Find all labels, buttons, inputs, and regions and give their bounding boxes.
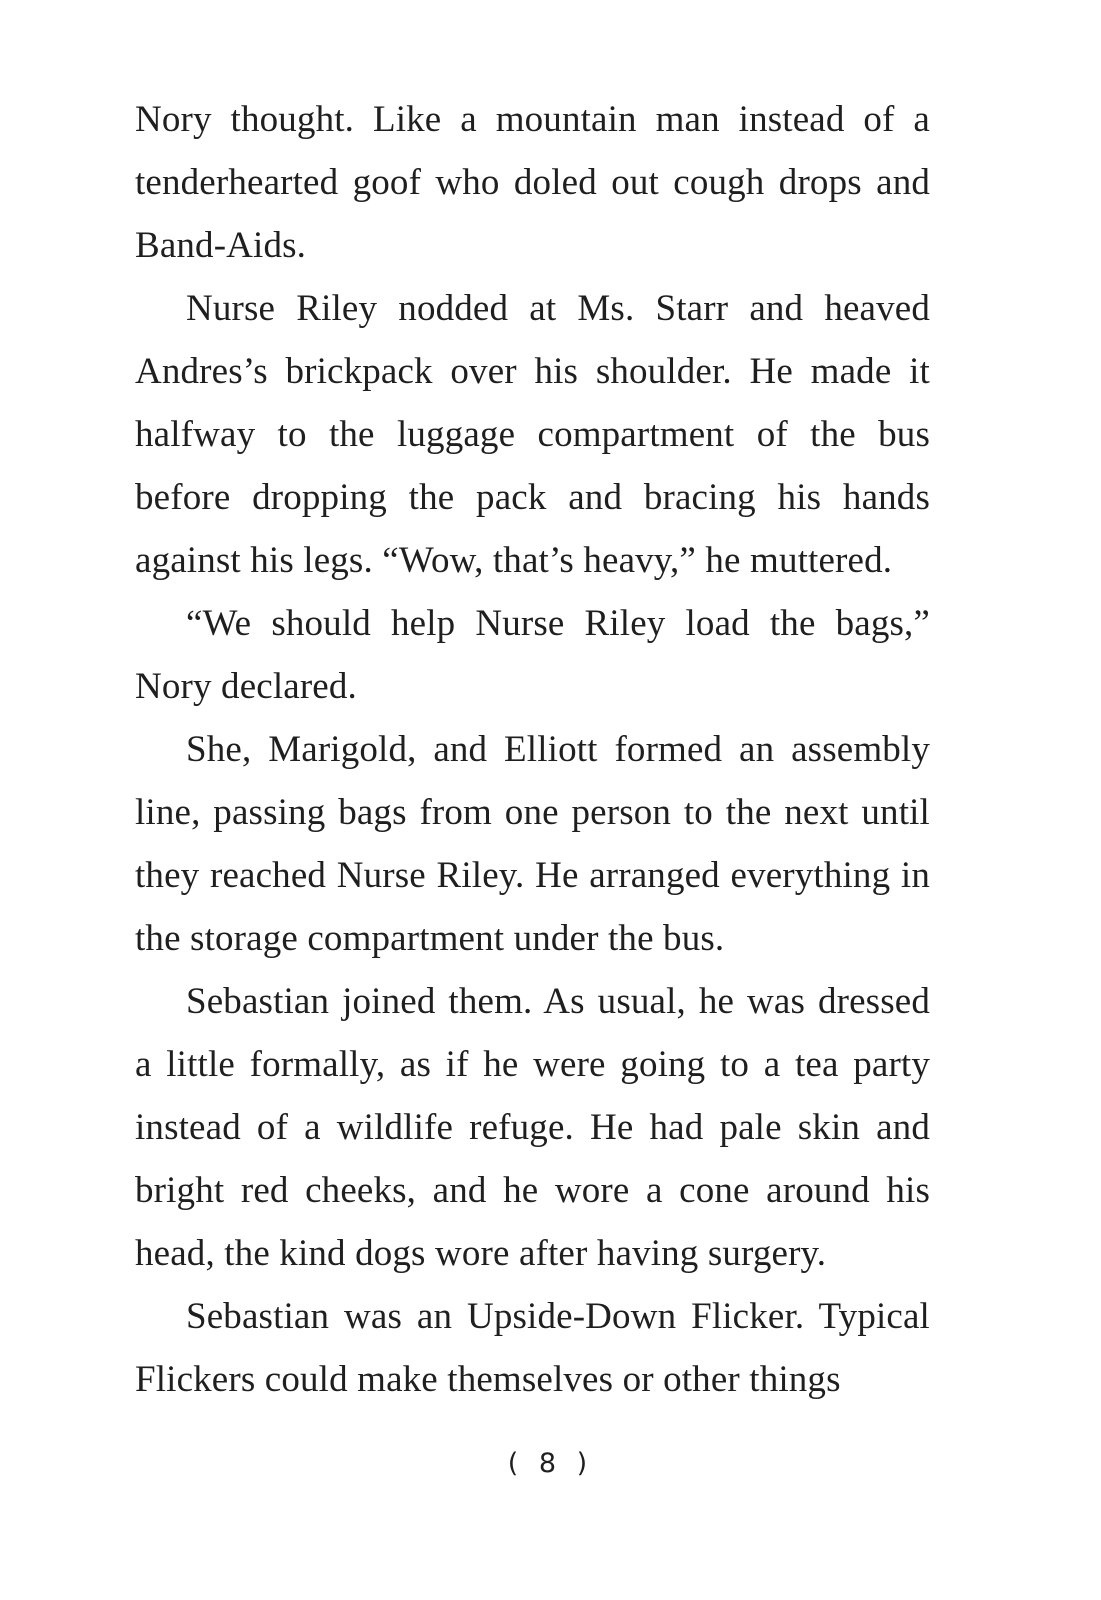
page-number: ( 8 ) (507, 1448, 594, 1479)
paragraph: “We should help Nurse Riley load the bags,” Nory declared. (135, 603, 930, 707)
paragraph: Nurse Riley nodded at Ms. Starr and heaved Andres’s brickpack over his shoulder. He made it halfway to the luggage compartment of the bus before dropping the pack and bracing his hands against his legs. “Wow, that’s heavy,” he muttered. (135, 288, 930, 581)
paragraph: She, Marigold, and Elliott formed an assembly line, passing bags from one person to the next until they reached Nurse Riley. He arranged everything in the storage compartment under the bus. (135, 729, 930, 959)
body-text (135, 88, 930, 1411)
paragraph: Sebastian joined them. As usual, he was dressed a little formally, as if he were going to a tea party instead of a wildlife refuge. He had pale skin and bright red cheeks, and he wore a cone around his head, the kind dogs wore after having surgery. (135, 981, 930, 1274)
paragraph: Sebastian was an Upside-Down Flicker. Typical Flickers could make themselves or other things (135, 1296, 930, 1400)
paragraph-continued: Nory thought. Like a mountain man instead of a tenderhearted goof who doled out cough drops and Band-Aids. (135, 99, 930, 266)
